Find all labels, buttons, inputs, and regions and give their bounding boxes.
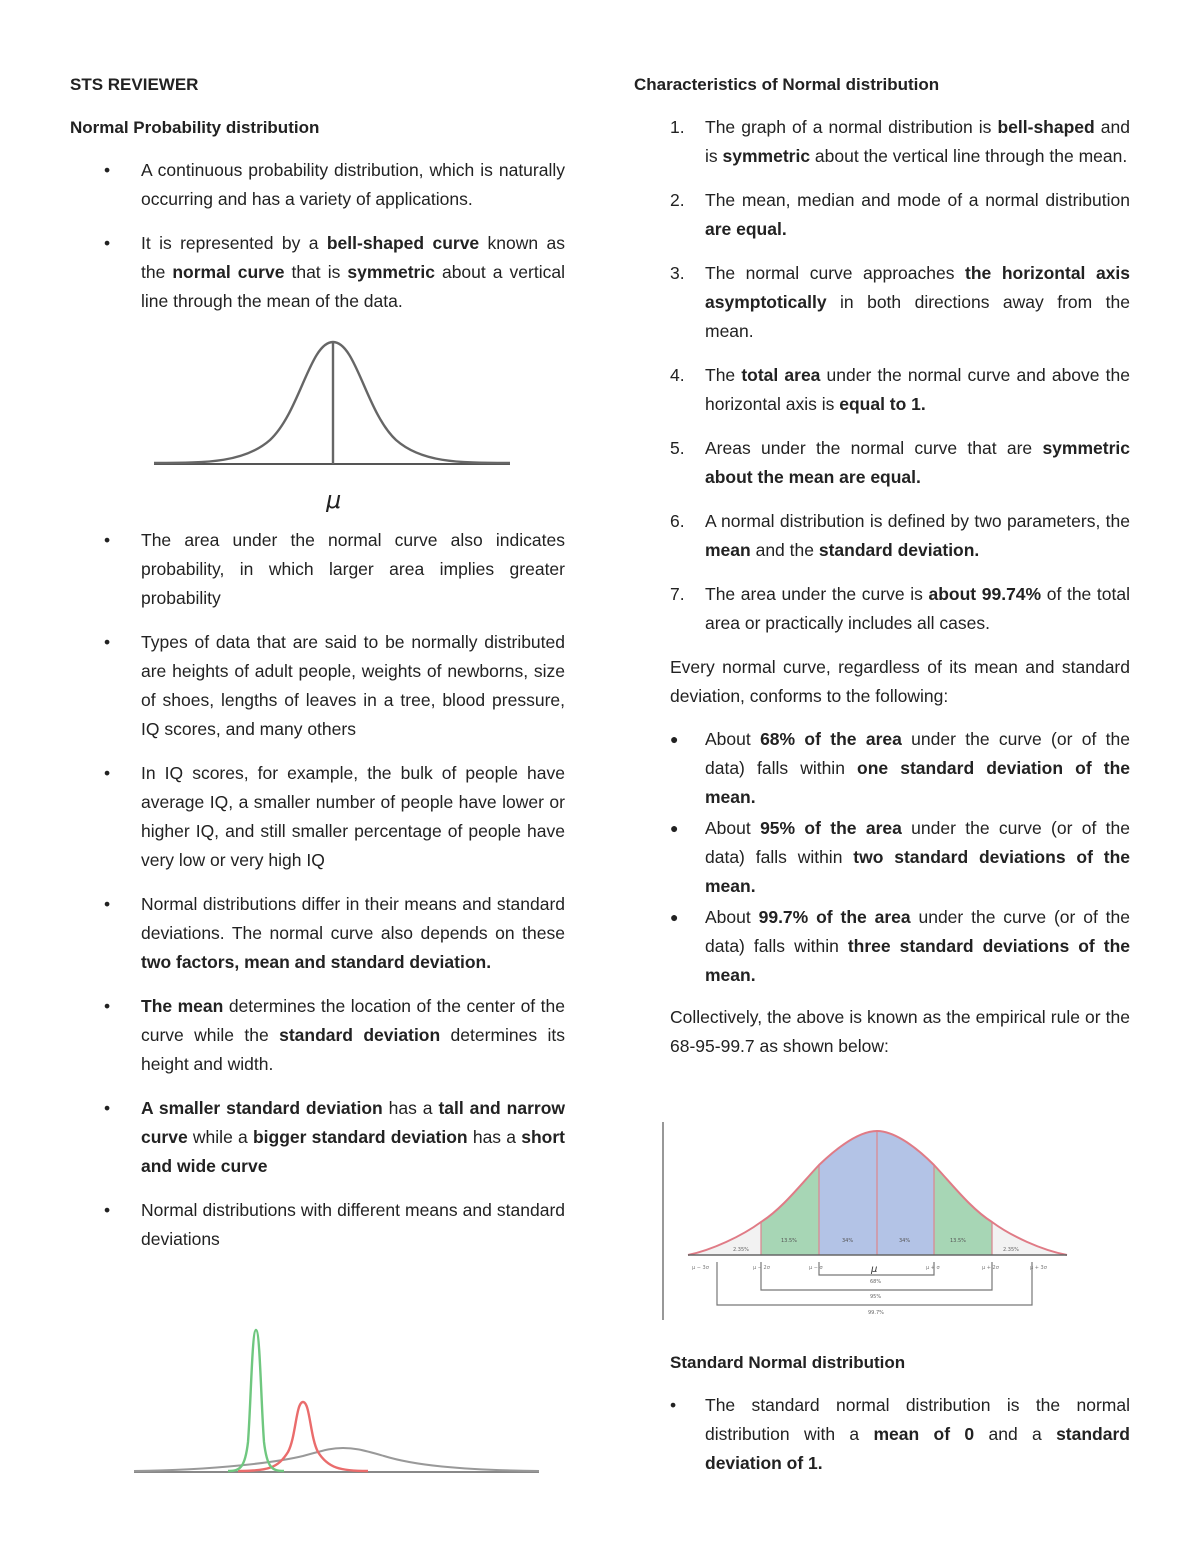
list-item: ● About 68% of the area under the curve (or of the data) falls within one standard deviation of the mean. xyxy=(634,725,1130,812)
list-item: • In IQ scores, for example, the bulk of people have average IQ, a smaller number of people have lower or higher IQ, and still smaller percentage of people have very low or very high IQ xyxy=(70,759,565,875)
list-item: 6. A normal distribution is defined by two parameters, the mean and the standard deviation. xyxy=(670,511,1130,560)
label-68: 68% xyxy=(870,1279,882,1285)
mu-label: μ xyxy=(326,486,342,512)
label-tail-right: 2.35% xyxy=(1003,1247,1019,1253)
tick-label: μ + 2σ xyxy=(982,1265,999,1271)
list-item: • A continuous probability distribution, which is naturally occurring and has a variety of applications. xyxy=(70,156,565,214)
list-item: ● About 95% of the area under the curve (or of the data) falls within two standard deviations of the mean. xyxy=(634,814,1130,901)
standard-normal-section xyxy=(634,1348,1130,1493)
bullet-icon: • xyxy=(104,632,111,652)
label-blue-right: 34% xyxy=(899,1238,911,1244)
section-title-characteristics: Characteristics of Normal distribution xyxy=(634,75,940,94)
tick-label: μ − 2σ xyxy=(753,1265,770,1271)
list-item: 7. The area under the curve is about 99.74% of the total area or practically includes all cases. xyxy=(670,584,1130,633)
region-tail-left xyxy=(688,1222,761,1255)
tick-label: μ + 3σ xyxy=(1030,1265,1047,1271)
right-column xyxy=(634,70,1130,1061)
collectively-paragraph: Collectively, the above is known as the empirical rule or the 68-95-99.7 as shown below: xyxy=(670,1007,1130,1056)
bullet-icon: ● xyxy=(670,820,679,836)
list-item: • Normal distributions differ in their means and standard deviations. The normal curve also depends on these two factors, mean and standard deviation. xyxy=(70,890,565,977)
bullet-icon: • xyxy=(104,1098,111,1118)
tick-label: μ xyxy=(871,1264,878,1275)
bullet-icon: • xyxy=(104,1200,111,1220)
bullet-icon: • xyxy=(104,763,111,783)
list-item: ● About 99.7% of the area under the curve (or of the data) falls within three standard deviations of the mean. xyxy=(634,903,1130,990)
document-title: STS REVIEWER xyxy=(70,75,199,94)
label-blue-left: 34% xyxy=(842,1238,854,1244)
bullet-icon: ● xyxy=(670,909,679,925)
list-item: • Types of data that are said to be normally distributed are heights of adult people, weights of newborns, size of shoes, lengths of leaves in a tree, blood pressure, IQ scores, and many others xyxy=(70,628,565,744)
every-curve-paragraph: Every normal curve, regardless of its mean and standard deviation, conforms to the following: xyxy=(670,657,1130,706)
section-title-standard-normal: Standard Normal distribution xyxy=(670,1353,906,1372)
section-title-normal-probability: Normal Probability distribution xyxy=(70,118,320,137)
list-item: • The area under the normal curve also indicates probability, in which larger area implies greater probability xyxy=(70,526,565,613)
label-green-right: 13.5% xyxy=(950,1238,966,1244)
tick-label: μ + σ xyxy=(926,1265,940,1271)
empirical-rule-figure xyxy=(662,1118,1082,1323)
bullet-icon: ● xyxy=(670,731,679,747)
tick-label: μ − 3σ xyxy=(692,1265,709,1271)
label-997: 99.7% xyxy=(868,1310,884,1316)
label-tail-left: 2.35% xyxy=(733,1247,749,1253)
list-item: • Normal distributions with different means and standard deviations xyxy=(70,1196,565,1254)
left-column xyxy=(70,70,565,1269)
green-curve xyxy=(228,1330,284,1471)
tick-label: μ − σ xyxy=(809,1265,823,1271)
bullet-icon: • xyxy=(104,894,111,914)
list-item: • The mean determines the location of the center of the curve while the standard deviation determines its height and width. xyxy=(70,992,565,1079)
bullet-icon: • xyxy=(104,530,111,550)
list-item: 1. The graph of a normal distribution is bell-shaped and is symmetric about the vertical line through the mean. xyxy=(670,117,1130,166)
red-curve xyxy=(238,1402,368,1471)
list-item: 2. The mean, median and mode of a normal distribution are equal. xyxy=(670,190,1130,239)
list-item: • The standard normal distribution is the normal distribution with a mean of 0 and a standard deviation of 1. xyxy=(634,1391,1130,1478)
list-item: • A smaller standard deviation has a tall and narrow curve while a bigger standard deviation has a short and wide curve xyxy=(70,1094,565,1181)
bullet-icon: • xyxy=(670,1395,677,1415)
list-item: 3. The normal curve approaches the horizontal axis asymptotically in both directions away from the mean. xyxy=(670,263,1131,341)
label-95: 95% xyxy=(870,1294,882,1300)
list-item: 4. The total area under the normal curve and above the horizontal axis is equal to 1. xyxy=(670,365,1130,414)
list-item: 5. Areas under the normal curve that are symmetric about the mean are equal. xyxy=(670,438,1130,487)
multi-curve-figure xyxy=(128,1322,548,1482)
label-green-left: 13.5% xyxy=(781,1238,797,1244)
bullet-icon: • xyxy=(104,233,111,253)
bullet-icon: • xyxy=(104,160,111,180)
bullet-icon: • xyxy=(104,996,111,1016)
list-item: • It is represented by a bell-shaped curve known as the normal curve that is symmetric about a vertical line through the mean of the data. xyxy=(70,229,565,316)
bell-curve-figure xyxy=(70,322,565,512)
